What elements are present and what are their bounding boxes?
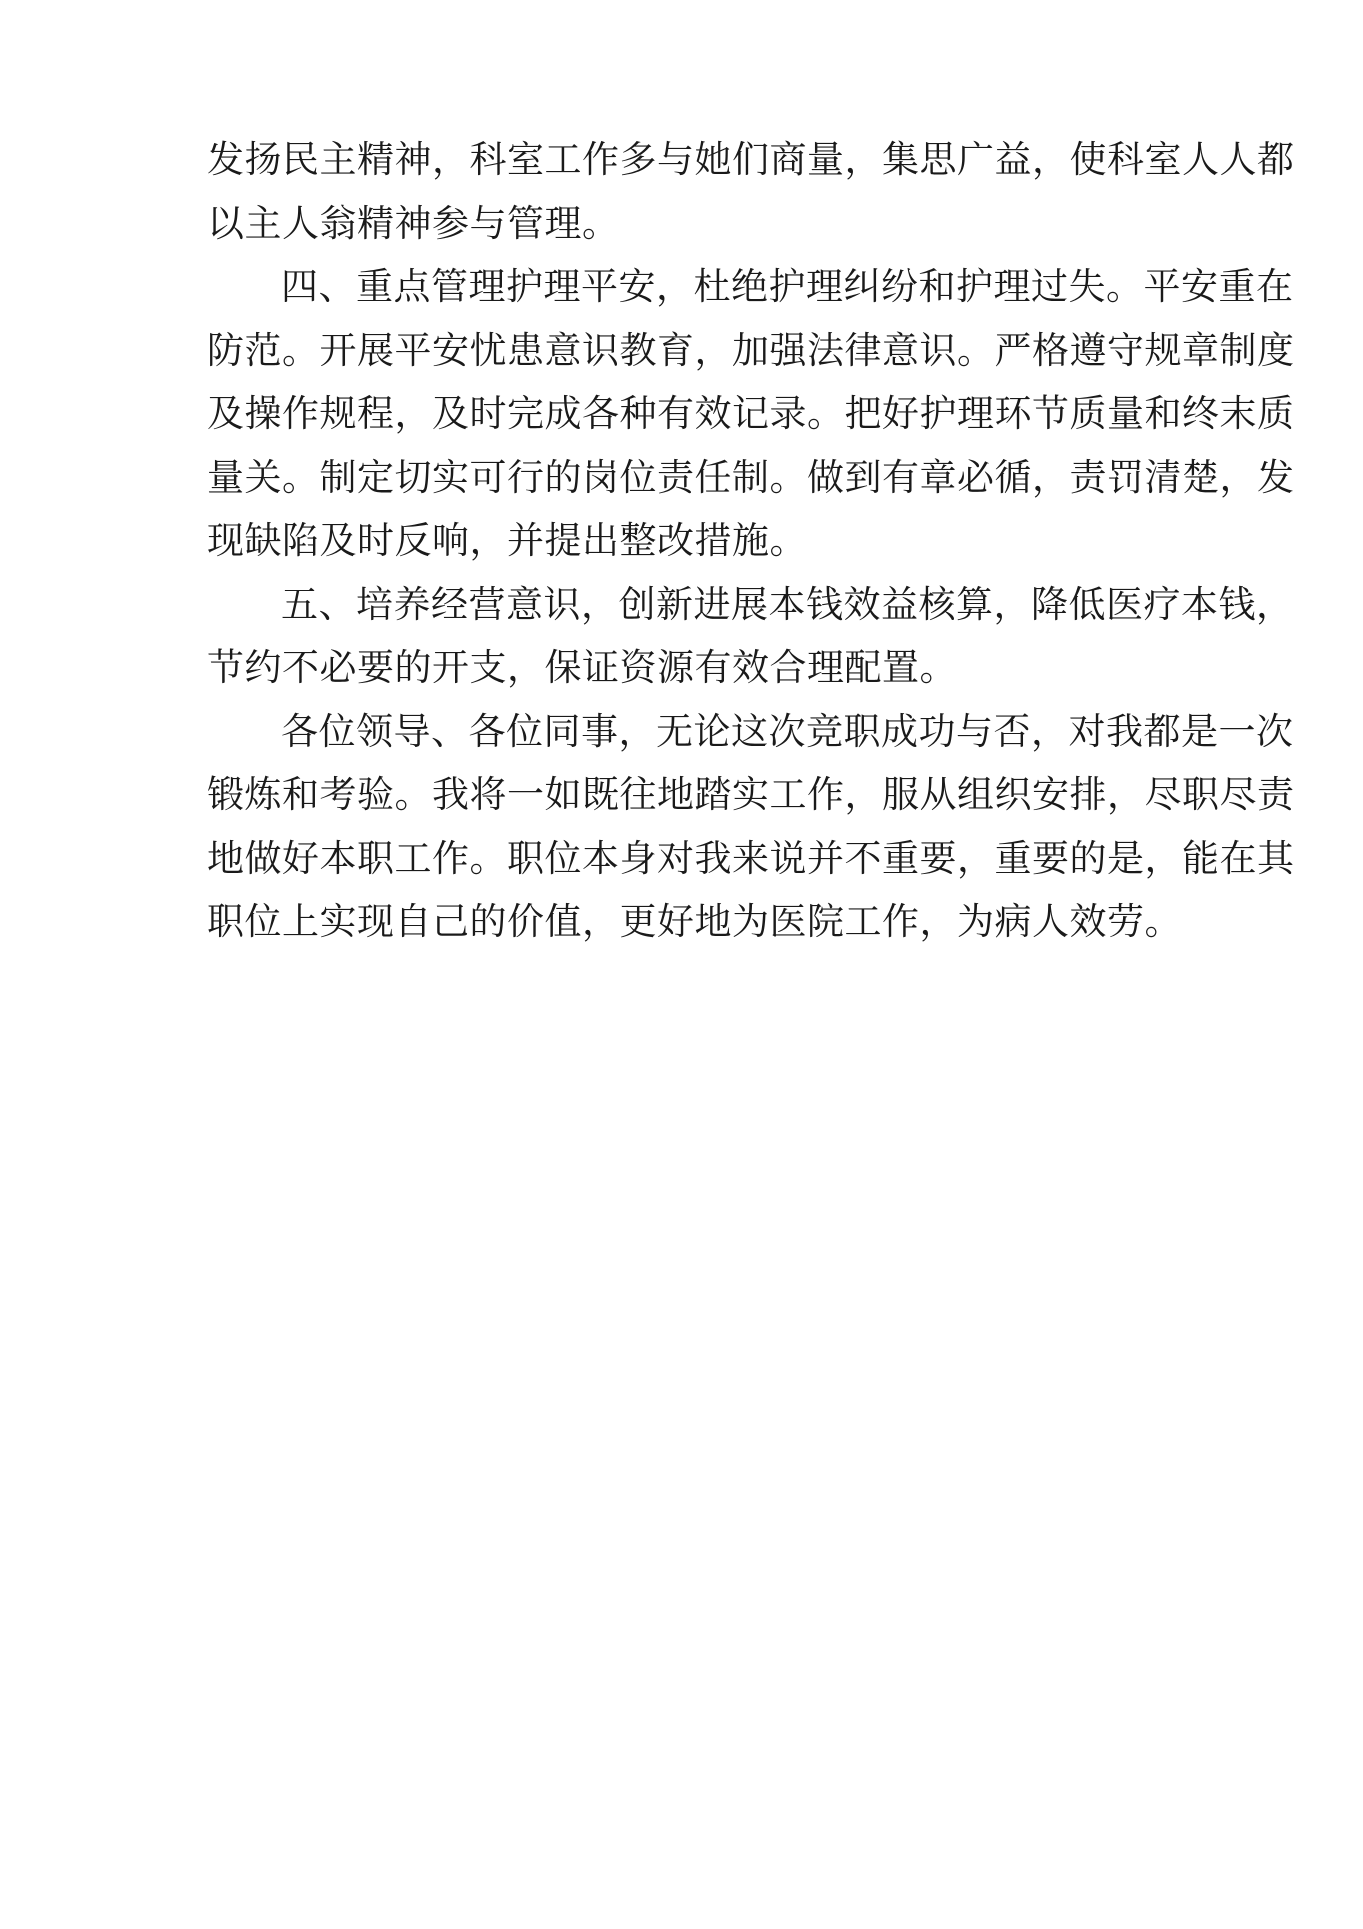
text-line: 锻炼和考验。我将一如既往地踏实工作，服从组织安排，尽职尽责	[207, 773, 1295, 816]
text-line: 各位领导、各位同事，无论这次竞职成功与否，对我都是一次	[281, 709, 1294, 753]
paragraph-2	[207, 255, 1295, 573]
text-line: 及操作规程，及时完成各种有效记录。把好护理环节质量和终末质	[207, 392, 1295, 435]
text-line: 五、培养经营意识，创新进展本钱效益核算，降低医疗本钱，	[281, 582, 1294, 626]
text-line: 地做好本职工作。职位本身对我来说并不重要，重要的是，能在其	[207, 836, 1295, 880]
text-line: 发扬民主精神，科室工作多与她们商量，集思广益，使科室人人都	[207, 138, 1295, 181]
text-line: 职位上实现自己的价值，更好地为医院工作，为病人效劳。	[207, 900, 1182, 943]
text-line: 以主人翁精神参与管理。	[207, 201, 620, 245]
paragraph-3	[207, 573, 1294, 700]
text-line: 四、重点管理护理平安，杜绝护理纠纷和护理过失。平安重在	[281, 265, 1294, 308]
paragraph-1	[207, 128, 1295, 255]
text-line: 节约不必要的开支，保证资源有效合理配置。	[207, 646, 957, 689]
text-line: 防范。开展平安忧患意识教育，加强法律意识。严格遵守规章制度	[207, 328, 1295, 372]
text-line: 量关。制定切实可行的岗位责任制。做到有章必循，责罚清楚，发	[207, 455, 1295, 499]
document-body	[207, 128, 1295, 954]
paragraph-4	[207, 700, 1295, 954]
text-line: 现缺陷及时反响，并提出整改措施。	[207, 519, 807, 562]
